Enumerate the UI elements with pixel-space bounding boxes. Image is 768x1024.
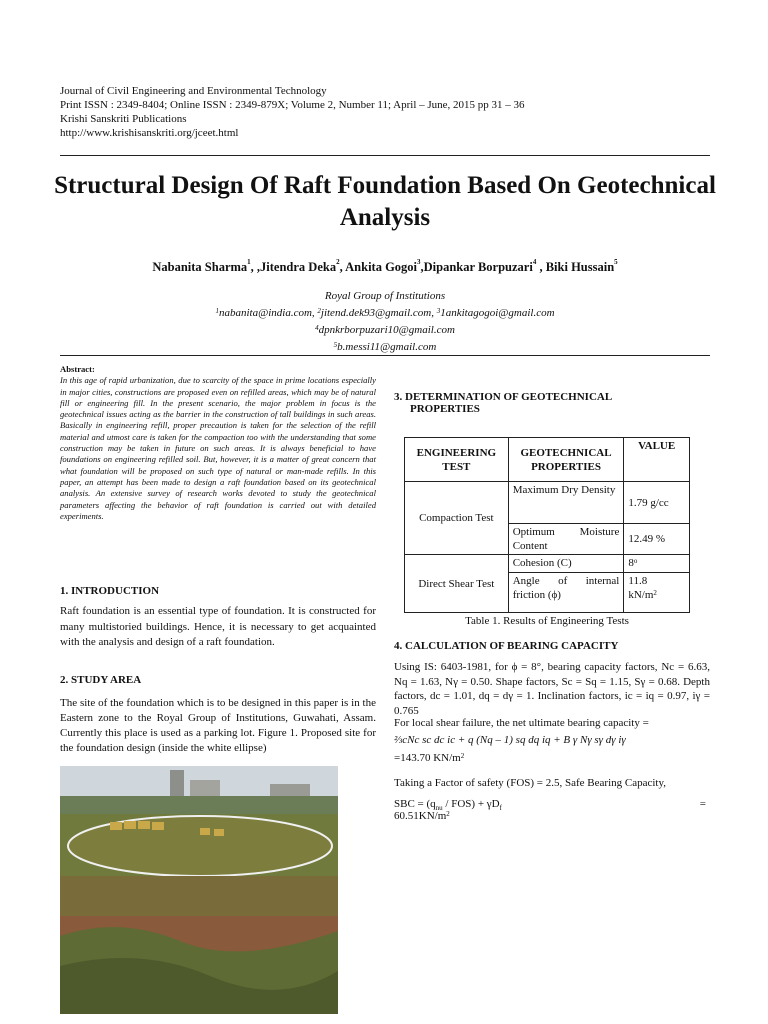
author-name: Biki Hussain (545, 260, 615, 274)
author-list: Nabanita Sharma$^1$, ,Jitendra Deka$^2$, Ankita Gogoi$^3$,Dipankar Borpuzari$^4$ , Biki Hussain$^5$ (152, 258, 618, 274)
affiliation-rule (60, 355, 710, 356)
journal-header (60, 84, 525, 140)
table-cell: 1.79 g/cc (624, 482, 690, 524)
email-link[interactable]: jitend.dek93@gmail.com, (320, 307, 437, 319)
email-line: $^1$nabanita@india.com, $^2$jitend.dek93@gmail.com, $^3$1ankitagogoi@gmail.com (215, 307, 555, 319)
section-heading: 3. DETERMINATION OF GEOTECHNICAL PROPERTIES (394, 391, 613, 415)
institution: Royal Group of Institutions (324, 290, 446, 302)
email-link[interactable]: dpnkrborpuzari10@gmail.com (318, 324, 455, 336)
table-cell: 8$^o$ (624, 555, 690, 573)
affiliation (40, 288, 730, 356)
journal-publisher: Krishi Sanskriti Publications (60, 113, 187, 125)
paper-title: Structural Design Of Raft Foundation Based On Geotechnical Analysis (54, 172, 716, 231)
table-header: ENGINEERING TEST (405, 438, 509, 482)
sbc-formula: SBC = $(q_{nu} / FOS) + \gamma D_f$ = (394, 798, 706, 813)
table-cell: Direct Shear Test (405, 555, 509, 613)
section-heading: 4. CALCULATION OF BEARING CAPACITY (394, 640, 619, 652)
results-table-wrap (404, 437, 690, 627)
table-cell: 12.49 % (624, 524, 690, 555)
sbc-result: $60.51KN/m^2$ (394, 810, 450, 822)
table-caption: Table 1. Results of Engineering Tests (465, 615, 629, 627)
header-rule (60, 155, 710, 156)
bearing-formula: ⅔cNc sc dc ic + q (Nq – 1) sq dq iq + B γ Nγ sγ dγ iγ (394, 734, 626, 746)
table-cell: Angle of internal friction (ϕ) (508, 573, 624, 613)
journal-name: Journal of Civil Engineering and Environmental Technology (60, 85, 327, 97)
results-table (404, 437, 690, 613)
email-line: $^4$dpnkrborpuzari10@gmail.com (315, 324, 455, 336)
section-text: Using IS: 6403-1981, for ϕ = 8°, bearing capacity factors, Nc = 6.63, Nq = 1.63, Nγ = 0.50. Shape factors, Sc = Sq = 1.15, Sγ = 0.68. Depth factors, dc = 1.01, dq = dγ = 1. Inclination factors, ic = iq = 0.97, iγ = 0.765 (394, 661, 710, 717)
section-heading: 1. INTRODUCTION (60, 585, 160, 597)
abstract (60, 364, 376, 522)
table-header: VALUE (624, 438, 690, 482)
email-line: $^5$b.messi11@gmail.com (333, 341, 437, 353)
section-text: For local shear failure, the net ultimate bearing capacity = (394, 717, 649, 729)
table-cell: Compaction Test (405, 482, 509, 555)
author-name: Nabanita Sharma (152, 260, 248, 274)
table-cell: Maximum Dry Density (508, 482, 624, 524)
email-link[interactable]: 1ankitagogoi@gmail.com (440, 307, 555, 319)
author-name: Dipankar Borpuzari (423, 260, 533, 274)
email-link[interactable]: b.messi11@gmail.com (337, 341, 437, 353)
email-link[interactable]: nabanita@india.com, (218, 307, 318, 319)
section-text: Taking a Factor of safety (FOS) = 2.5, Safe Bearing Capacity, (394, 777, 667, 789)
site-photo (60, 766, 338, 1014)
author-name: Ankita Gogoi (345, 260, 418, 274)
journal-url[interactable]: http://www.krishisanskriti.org/jceet.html (60, 127, 239, 139)
section-text: The site of the foundation which is to be designed in this paper is in the Eastern zone to the Royal Group of Institutions, Guwahati, Assam. Currently this place is used as a parking lot. Figure 1. Proposed site for the foundation design (inside the white ellipse) (60, 697, 376, 754)
site-photo-image (60, 766, 338, 1014)
table-cell: Optimum Moisture Content (508, 524, 624, 555)
table-header: GEOTECHNICAL PROPERTIES (508, 438, 624, 482)
author-name: Jitendra Deka (260, 260, 337, 274)
table-cell: Cohesion (C) (508, 555, 624, 573)
table-cell: 11.8 $kN/m^2$ (624, 573, 690, 613)
section-text: Raft foundation is an essential type of foundation. It is constructed for many multistoried buildings. Hence, it is necessary to get acquainted with the analysis and design of a raft foundation. (60, 605, 376, 648)
abstract-text: In this age of rapid urbanization, due to scarcity of the space in prime locations especially in major cities, constructions are proposed even on refilled areas, which may be of natural fill or engineering fill. In the present scenario, the major problem in focus is the geotechnical issues acting as the barrier in the construction of tall buildings in such areas. Basically in engineering refill, proper precaution is taken for the selection of the refill material and utmost care is taken for the compaction too with the understanding that some construction may be taken in future on such areas. It is always beneficial to have foundations on engineering refilled soil. But, however, it is a matter of great concern that what foundation will be proposed on such type of natural or man-made refills. In this paper, an attempt has been made to design a raft foundation based on its geotechnical analysis. An extensive survey of research works devoted to study the geotechnical parameters affecting the behavior of raft foundation is carried out with detailed experiments. (60, 375, 376, 521)
abstract-heading: Abstract: (60, 364, 95, 374)
journal-issn: Print ISSN : 2349-8404; Online ISSN : 2349-879X; Volume 2, Number 11; April – June, 2015 pp 31 – 36 (60, 99, 525, 111)
bearing-result: =143.70 $KN/m^2$ (394, 752, 465, 764)
section-heading: 2. STUDY AREA (60, 674, 142, 686)
